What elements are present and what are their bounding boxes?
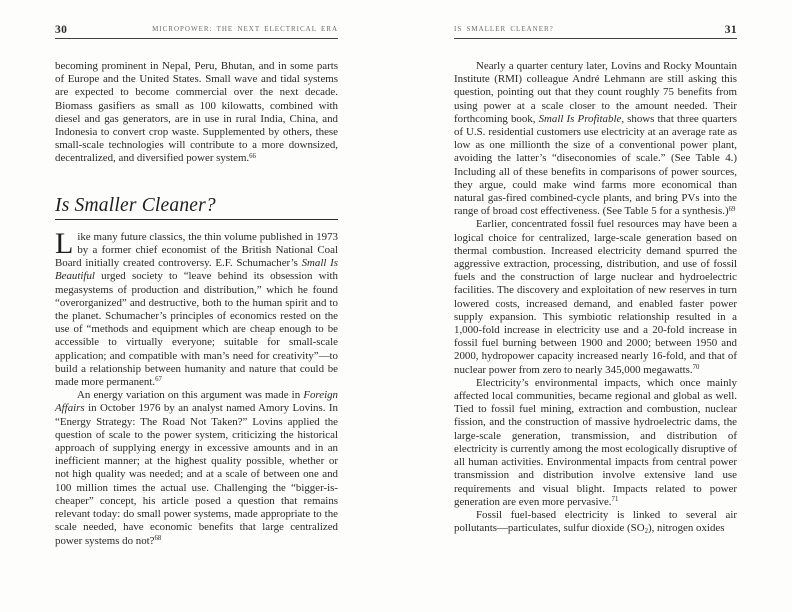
left-page-number: 30	[55, 24, 68, 36]
paragraph: Electricity’s environmental impacts, which once mainly affected local communities, became regional and global as well. Tied to fossil fuel mining, extraction and combustion, nuclear fission, and the construction of massive hydroelectric dams, the large-scale generation, transmission, and distribution of electricity is currently among the most ecologically disruptive of all human activities. Environmental impacts from central power transmission and distribution involve extensive land use requirements and visual blight. Impacts related to power generation are even more pervasive.$^{71}$	[454, 376, 737, 508]
paragraph-continuation: becoming prominent in Nepal, Peru, Bhutan, and in some parts of Europe and the United States. Small wave and tidal systems are expected to become commercial over the next decade. Biomass gasifiers as small as 100 kilowatts, combined with diesel and gas generators, are in use in rural India, China, and Indonesia to convert crop waste. Supplemented by others, these small-scale technologies will contribute to a more downsized, decentralized, and diversified power system.$^{66}$	[55, 60, 338, 165]
section-heading: Is Smaller Cleaner?	[55, 199, 338, 220]
paragraph: Earlier, concentrated fossil fuel resources may have been a logical choice for centralized, large-scale generation based on thermal combustion. Increased electricity demand spurred the aggressive extraction, processing, distribution, and use of fossil fuels and the construction of large nuclear and hydroelectric facilities. The discovery and exploitation of new reserves in turn lowered costs, increased demand, and enabled faster power supply expansion. This symbiotic relationship resulted in a 1,000-fold increase in electricity use and a 20-fold increase in fossil fuel burning between 1900 and 2000; between 1950 and 2000, hydropower capacity increased nearly 16-fold, and that of nuclear power from zero to nearly 345,000 megawatts.$^{70}$	[454, 218, 737, 376]
right-page-header	[454, 24, 737, 39]
paragraph-text: ike many future classics, the thin volume published in 1973 by a former chief economist of the British National Coal Board initially created controversy. E.F. Schumacher’s Small Is Beautiful urged society to “leave behind its obsession with megasystems of production and distribution,” which he found “overorganized” and destructive, both to the human spirit and to the planet. Schumacher’s principles of economics rested on the use of “methods and equipment which are cheap enough to be accessible to virtually everyone; suitable for small-scale application; and compatible with man’s need for creativity”—to build a relationship between humanity and nature that could be made more permanent.$^{67}$	[55, 230, 338, 389]
right-running-head: IS SMALLER CLEANER?	[454, 25, 554, 33]
left-page	[55, 24, 338, 548]
paragraph-dropcap	[55, 226, 338, 389]
left-page-header	[55, 24, 338, 39]
left-body-text	[55, 60, 338, 548]
right-page	[454, 24, 737, 535]
paragraph: An energy variation on this argument was made in Foreign Affairs in October 1976 by an analyst named Amory Lovins. In “Energy Strategy: The Road Not Taken?” Lovins applied the question of scale to the power system, criticizing the historical approach of supplying energy in excessive amounts and in an inefficient manner; at the highest quality possible, whether or not high quality was needed; and at a scale of between one and 100 million times the actual use. Challenging the “bigger-is-cheaper” concept, his article posed a question that remains relevant today: do small power systems, made appropriate to the scale needed, have economic benefits that large centralized power systems do not?$^{68}$	[55, 389, 338, 547]
drop-cap: L	[55, 226, 74, 260]
right-page-number: 31	[724, 24, 737, 36]
paragraph: Nearly a quarter century later, Lovins and Rocky Mountain Institute (RMI) colleague André Lehmann are still asking this question, pointing out that they count roughly 75 benefits from using power at a scale closer to the amount needed. Their forthcoming book, Small Is Profitable, shows that three quarters of U.S. residential customers use electricity at an average rate as low as one millionth the size of a conventional power plant, avoiding the latter’s “diseconomies of scale.” (See Table 4.) Including all of these benefits in comparisons of power sources, they argue, could make wind farms more economical than natural gas-fired combined-cycle plants, and bring PVs into the range of broad cost effectiveness. (See Table 5 for a synthesis.)$^{69}$	[454, 60, 737, 218]
paragraph: Fossil fuel-based electricity is linked to several air pollutants—particulates, sulfur dioxide $(SO_2)$, nitrogen oxides	[454, 508, 737, 536]
left-running-head: MICROPOWER: THE NEXT ELECTRICAL ERA	[152, 25, 338, 33]
right-body-text	[454, 60, 737, 535]
